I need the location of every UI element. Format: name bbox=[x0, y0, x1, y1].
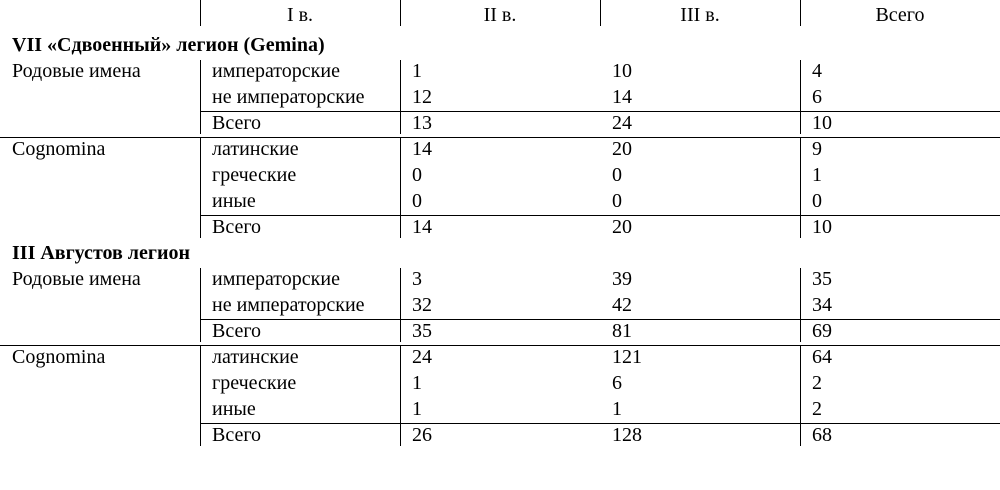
table-row-label: греческие bbox=[212, 372, 297, 394]
table-row-value: 64 bbox=[812, 346, 832, 368]
table-row-value: 39 bbox=[612, 268, 632, 290]
header-separator bbox=[200, 0, 201, 26]
total-rule bbox=[200, 111, 1000, 112]
total-row-value: 81 bbox=[612, 320, 632, 342]
column-separator bbox=[800, 138, 801, 238]
table-row-value: 1 bbox=[412, 60, 422, 82]
column-separator bbox=[400, 138, 401, 238]
total-row-value: 35 bbox=[412, 320, 432, 342]
total-row-label: Всего bbox=[212, 424, 262, 446]
total-rule bbox=[200, 215, 1000, 216]
table-row-value: 14 bbox=[612, 86, 632, 108]
table-row-value: 0 bbox=[412, 190, 422, 212]
section-title: III Августов легион bbox=[12, 242, 191, 264]
total-row-value: 10 bbox=[812, 112, 832, 134]
header-col-3: III в. bbox=[680, 4, 720, 26]
total-row-label: Всего bbox=[212, 112, 262, 134]
table-row-label: не императорские bbox=[212, 86, 365, 108]
total-row-value: 20 bbox=[612, 216, 632, 238]
group-divider bbox=[0, 345, 1000, 346]
table-row-value: 3 bbox=[412, 268, 422, 290]
table-row-value: 0 bbox=[812, 190, 822, 212]
group-label: Родовые имена bbox=[12, 60, 141, 82]
total-row-value: 69 bbox=[812, 320, 832, 342]
table-row-value: 14 bbox=[412, 138, 432, 160]
total-row-value: 26 bbox=[412, 424, 432, 446]
group-label: Cognomina bbox=[12, 346, 106, 368]
table-row-value: 6 bbox=[612, 372, 622, 394]
header-separator bbox=[400, 0, 401, 26]
table-row-value: 1 bbox=[612, 398, 622, 420]
table-row-label: иные bbox=[212, 190, 256, 212]
table-row-value: 2 bbox=[812, 372, 822, 394]
group-divider bbox=[0, 137, 1000, 138]
column-separator bbox=[400, 268, 401, 342]
column-separator bbox=[400, 60, 401, 134]
table-row-value: 1 bbox=[412, 398, 422, 420]
table-row-value: 4 bbox=[812, 60, 822, 82]
header-separator bbox=[800, 0, 801, 26]
header-col-1: I в. bbox=[286, 4, 314, 26]
section-title: VII «Сдвоенный» легион (Gemina) bbox=[12, 34, 325, 56]
column-separator bbox=[200, 138, 201, 238]
table-row-value: 34 bbox=[812, 294, 832, 316]
total-row-value: 24 bbox=[612, 112, 632, 134]
column-separator bbox=[800, 268, 801, 342]
total-row-value: 14 bbox=[412, 216, 432, 238]
table-row-value: 1 bbox=[412, 372, 422, 394]
table-row-label: греческие bbox=[212, 164, 297, 186]
table-row-label: не императорские bbox=[212, 294, 365, 316]
total-row-label: Всего bbox=[212, 320, 262, 342]
group-label: Cognomina bbox=[12, 138, 106, 160]
column-separator bbox=[400, 346, 401, 446]
header-col-4: Всего bbox=[875, 4, 925, 26]
table-row-value: 20 bbox=[612, 138, 632, 160]
table-row-value: 0 bbox=[412, 164, 422, 186]
table-row-value: 24 bbox=[412, 346, 432, 368]
total-row-label: Всего bbox=[212, 216, 262, 238]
column-separator bbox=[800, 346, 801, 446]
table-row-value: 9 bbox=[812, 138, 822, 160]
table-row-label: императорские bbox=[212, 268, 340, 290]
table-row-label: императорские bbox=[212, 60, 340, 82]
total-row-value: 10 bbox=[812, 216, 832, 238]
total-row-value: 128 bbox=[612, 424, 642, 446]
table-row-value: 35 bbox=[812, 268, 832, 290]
column-separator bbox=[200, 268, 201, 342]
table-row-value: 0 bbox=[612, 190, 622, 212]
table-row-value: 32 bbox=[412, 294, 432, 316]
table-row-value: 6 bbox=[812, 86, 822, 108]
column-separator bbox=[200, 60, 201, 134]
group-label: Родовые имена bbox=[12, 268, 141, 290]
table-row-value: 12 bbox=[412, 86, 432, 108]
column-separator bbox=[200, 346, 201, 446]
column-separator bbox=[800, 60, 801, 134]
table-row-value: 0 bbox=[612, 164, 622, 186]
table-row-value: 10 bbox=[612, 60, 632, 82]
total-rule bbox=[200, 423, 1000, 424]
total-row-value: 13 bbox=[412, 112, 432, 134]
table-row-value: 121 bbox=[612, 346, 642, 368]
table-row-label: латинские bbox=[212, 138, 299, 160]
table-row-value: 1 bbox=[812, 164, 822, 186]
table-row-label: иные bbox=[212, 398, 256, 420]
header-col-2: II в. bbox=[483, 4, 517, 26]
total-row-value: 68 bbox=[812, 424, 832, 446]
total-rule bbox=[200, 319, 1000, 320]
table-row-value: 2 bbox=[812, 398, 822, 420]
table-row-value: 42 bbox=[612, 294, 632, 316]
header-separator bbox=[600, 0, 601, 26]
table-row-label: латинские bbox=[212, 346, 299, 368]
